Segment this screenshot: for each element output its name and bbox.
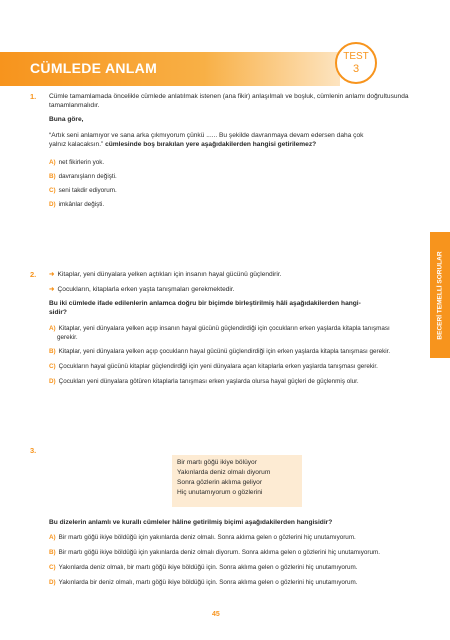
arrow-icon: ➜ [49, 286, 55, 293]
question-2-number: 2. [30, 270, 37, 279]
option-text: imkânlar değişti. [58, 201, 105, 208]
poem-box [172, 455, 302, 507]
option-text: Çocukları yeni dünyalara götüren kitaplarla tanışması erken yaşlarda olursa hayal güçleri de güçlenmiş olur. [58, 378, 359, 385]
option-1a[interactable] [49, 158, 104, 167]
question-1-quote-end: yalnız kalacaksın.” [49, 141, 104, 148]
option-letter: C) [49, 564, 56, 571]
option-letter: B) [49, 549, 56, 556]
option-text: net fikirlerin yok. [58, 159, 105, 166]
option-2a[interactable] [49, 324, 429, 333]
option-2b[interactable] [49, 347, 429, 356]
premise-text: Kitaplar, yeni dünyalara yelken açtıkları için insanın hayal gücünü güçlendirir. [57, 271, 282, 278]
option-letter: B) [49, 173, 56, 180]
option-3b[interactable] [49, 548, 429, 557]
page-number: 45 [212, 611, 220, 618]
question-1-stem: cümlesinde boş bırakılan yere aşağıdakilerden hangisi getirilemez? [103, 141, 317, 148]
option-1c[interactable] [49, 186, 117, 195]
option-1d[interactable] [49, 200, 104, 209]
option-3d[interactable] [49, 578, 429, 587]
question-2-stem-line1: Bu iki cümlede ifade edilenlerin anlamca doğru bir biçimde birleştirilmiş hâli aşağıdakilerden hangi- [49, 300, 361, 307]
poem-line: Yakınlarda deniz olmalı diyorum [177, 469, 271, 476]
question-1-intro: Cümle tamamlamada öncelikle cümlede anlatılmak istenen (ana fikir) anlaşılmalı ve boşluk, cümlenin anlamı doğrultusunda tamamlanmalıdır. [49, 93, 409, 109]
side-tab-label: BECERİ TEMELLİ SORULAR [436, 250, 444, 340]
question-2-premise-2 [49, 285, 235, 294]
option-text: Kitaplar, yeni dünyalara yelken açıp insanın hayal gücünü güçlendirdiği için çocukların erken yaşlarda kitapla tanışması [58, 325, 390, 332]
option-letter: D) [49, 201, 56, 208]
question-1-buna-gore: Buna göre, [49, 116, 84, 123]
option-text: seni takdir ediyorum. [58, 187, 117, 194]
option-text: Yakınlarda deniz olmalı, bir martı göğü ikiye böldüğü için. Sonra aklıma gelen o gözlerini hiç unutamıyorum. [58, 564, 358, 571]
option-3a[interactable] [49, 533, 429, 542]
option-2d[interactable] [49, 377, 429, 386]
option-letter: A) [49, 534, 56, 541]
test-number: 3 [352, 63, 360, 75]
option-letter: B) [49, 348, 56, 355]
poem-line: Sonra gözlerin aklıma geliyor [177, 479, 263, 486]
question-2-premise-1 [49, 270, 281, 279]
option-text: Çocukların hayal gücünü kitaplar güçlendirdiği için yeni dünyalara açan kitaplarla erken yaşlarda tanışması gerekir. [58, 363, 378, 370]
option-letter: C) [49, 363, 56, 370]
option-letter: C) [49, 187, 56, 194]
test-badge [335, 42, 377, 84]
question-1-quote-line2 [49, 140, 429, 149]
option-letter: A) [49, 325, 56, 332]
option-letter: A) [49, 159, 56, 166]
option-letter: D) [49, 579, 56, 586]
option-text: Bir martı göğü ikiye böldüğü için yakınlarda deniz olmalı. Sonra aklıma gelen o gözlerini hiç unutamıyorum. [58, 534, 356, 541]
test-label: TEST [343, 51, 369, 62]
arrow-icon: ➜ [49, 271, 55, 278]
question-2-stem-line2: sidir? [49, 309, 67, 316]
question-1-quote-line1: “Artık seni anlamıyor ve sana arka çıkmıyorum çünkü ...... Bu şekilde davranmaya devam edersen daha çok [49, 132, 364, 139]
premise-text: Çocukların, kitaplarla erken yaşta tanışmaları gerekmektedir. [57, 286, 235, 293]
option-text: Yakınlarda bir deniz olmalı, martı göğü ikiye böldüğü için. Sonra aklıma gelen o gözlerini hiç unutamıyorum. [58, 579, 358, 586]
page-title: CÜMLEDE ANLAM [30, 60, 158, 76]
poem-line: Bir martı göğü ikiye bölüyor [177, 459, 257, 466]
option-2a-cont: gerekir. [57, 334, 78, 341]
option-text: Kitaplar, yeni dünyalara yelken açıp çocukların hayal gücünü güçlendirdiği için erken yaşlarda kitapla tanışması gerekir. [58, 348, 391, 355]
poem-line: Hiç unutamıyorum o gözlerini [177, 489, 263, 496]
option-text: Bir martı göğü ikiye böldüğü için yakınlarda deniz olmalı diyorum. Sonra aklıma gelen o gözlerini hiç unutamıyorum. [58, 549, 380, 556]
option-2c[interactable] [49, 362, 429, 371]
option-1b[interactable] [49, 172, 117, 181]
option-text: davranışların değişti. [58, 173, 117, 180]
option-letter: D) [49, 378, 56, 385]
option-3c[interactable] [49, 563, 429, 572]
question-3-stem: Bu dizelerin anlamlı ve kurallı cümleler hâline getirilmiş biçimi aşağıdakilerden hangisidir? [49, 519, 333, 526]
question-1-number: 1. [30, 92, 37, 101]
question-3-number: 3. [30, 446, 37, 455]
